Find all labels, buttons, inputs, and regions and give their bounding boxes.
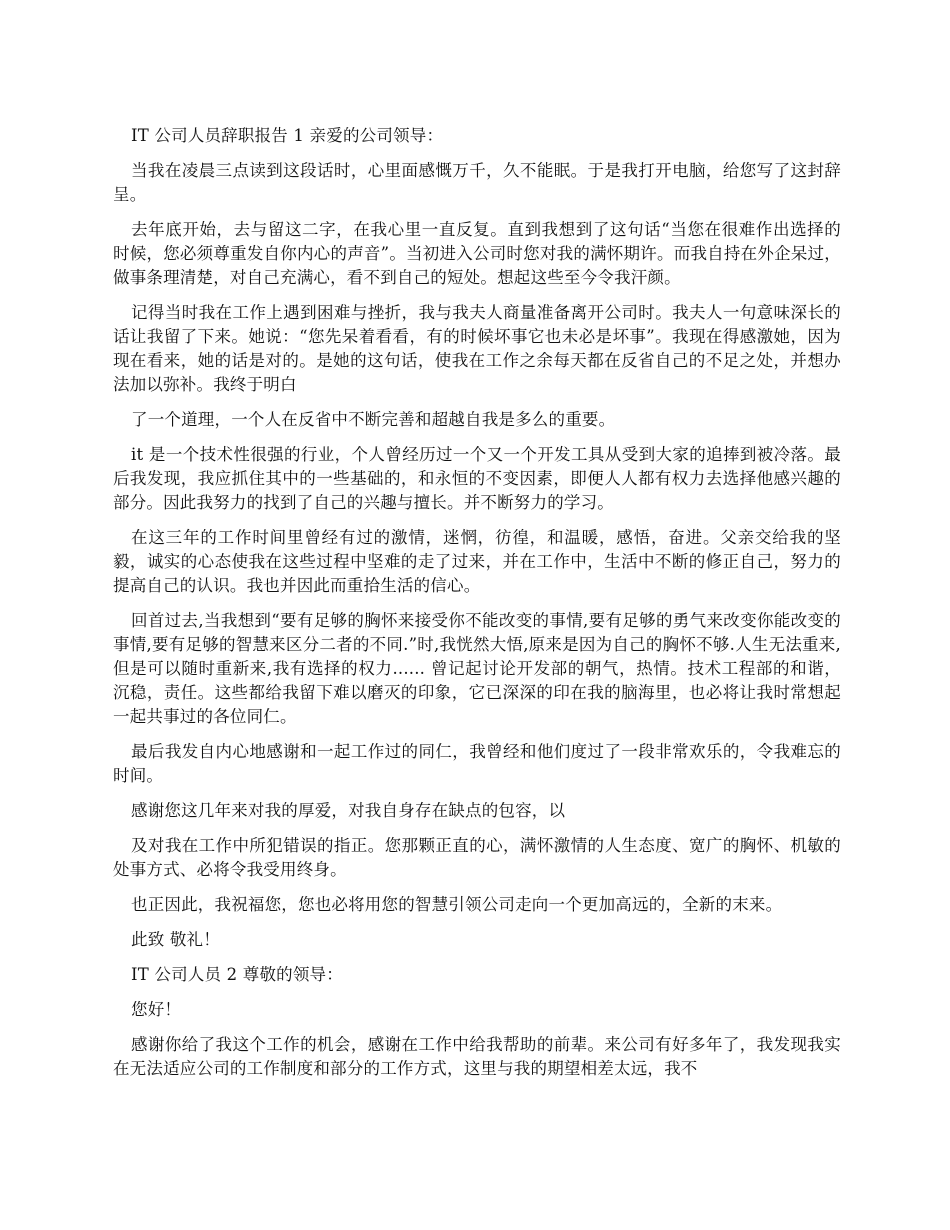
- paragraph: 了一个道理，一个人在反省中不断完善和超越自我是多么的重要。: [131, 410, 616, 429]
- paragraph: it 是一个技术性很强的行业，个人曾经历过一个又一个开发工具从受到大家的追捧到被冷落。最后我发现，我应抓住其中的一些基础的，和永恒的不变因素，即便人人都有权力去选择他感兴趣的部分。因此我努力的找到了自己的兴趣与擅长。并不断努力的学习。: [113, 445, 841, 512]
- greeting: 您好！: [131, 1000, 182, 1019]
- paragraph: 感谢你给了我这个工作的机会，感谢在工作中给我帮助的前辈。来公司有好多年了，我发现我实在无法适应公司的工作制度和部分的工作方式，这里与我的期望相差太远，我不: [113, 1035, 841, 1078]
- paragraph: 去年底开始，去与留这二字，在我心里一直反复。直到我想到了这句话“当您在很难作出选择的时候，您必须尊重发自你内心的声音”。当初进入公司时您对我的满怀期许。而我自持在外企呆过，做事条理清楚，对自己充满心，看不到自己的短处。想起这些至今令我汗颜。: [113, 220, 841, 287]
- paragraph: 在这三年的工作时间里曾经有过的激情，迷惘，彷徨，和温暖，感悟，奋进。父亲交给我的坚毅，诚实的心态使我在这些过程中坚难的走了过来，并在工作中，生活中不断的修正自己，努力的提高自己的认识。我也并因此而重拾生活的信心。: [113, 528, 841, 595]
- paragraph-title-1: IT 公司人员辞职报告 1 亲爱的公司领导：: [131, 126, 444, 145]
- paragraph: 回首过去,当我想到“要有足够的胸怀来接受你不能改变的事情,要有足够的勇气来改变你能改变的事情,要有足够的智慧来区分二者的不同.”时,我恍然大悟,原来是因为自己的胸怀不够.人生无法重来,但是可以随时重新来,我有选择的权力...... 曾记起讨论开发部的朝气，热情。技术工程部的和谐，沉稳，责任。这些都给我留下难以磨灭的印象，它已深深的印在我的脑海里，也必将让我时常想起一起共事过的各位同仁。: [113, 611, 841, 726]
- document-page: [113, 124, 841, 1092]
- closing-salutation: 此致 敬礼！: [131, 930, 220, 949]
- paragraph: 最后我发自内心地感谢和一起工作过的同仁，我曾经和他们度过了一段非常欢乐的，令我难忘的时间。: [113, 742, 841, 785]
- paragraph: 记得当时我在工作上遇到困难与挫折，我与我夫人商量准备离开公司时。我夫人一句意味深长的话让我留了下来。她说：“您先呆着看看，有的时候坏事它也未必是坏事”。我现在得感激她，因为现在看来，她的话是对的。是她的这句话，使我在工作之余每天都在反省自己的不足之处，并想办法加以弥补。我终于明白: [113, 303, 841, 394]
- paragraph: 及对我在工作中所犯错误的指正。您那颗正直的心，满怀激情的人生态度、宽广的胸怀、机敏的处事方式、必将令我受用终身。: [113, 836, 841, 879]
- paragraph: 也正因此，我祝福您，您也必将用您的智慧引领公司走向一个更加高远的，全新的末来。: [131, 895, 783, 914]
- paragraph: 当我在凌晨三点读到这段话时，心里面感慨万千，久不能眠。于是我打开电脑，给您写了这封辞呈。: [113, 161, 841, 204]
- paragraph: 感谢您这几年来对我的厚爱，对我自身存在缺点的包容，以: [131, 801, 566, 820]
- paragraph-title-2: IT 公司人员 2 尊敬的领导：: [131, 965, 343, 984]
